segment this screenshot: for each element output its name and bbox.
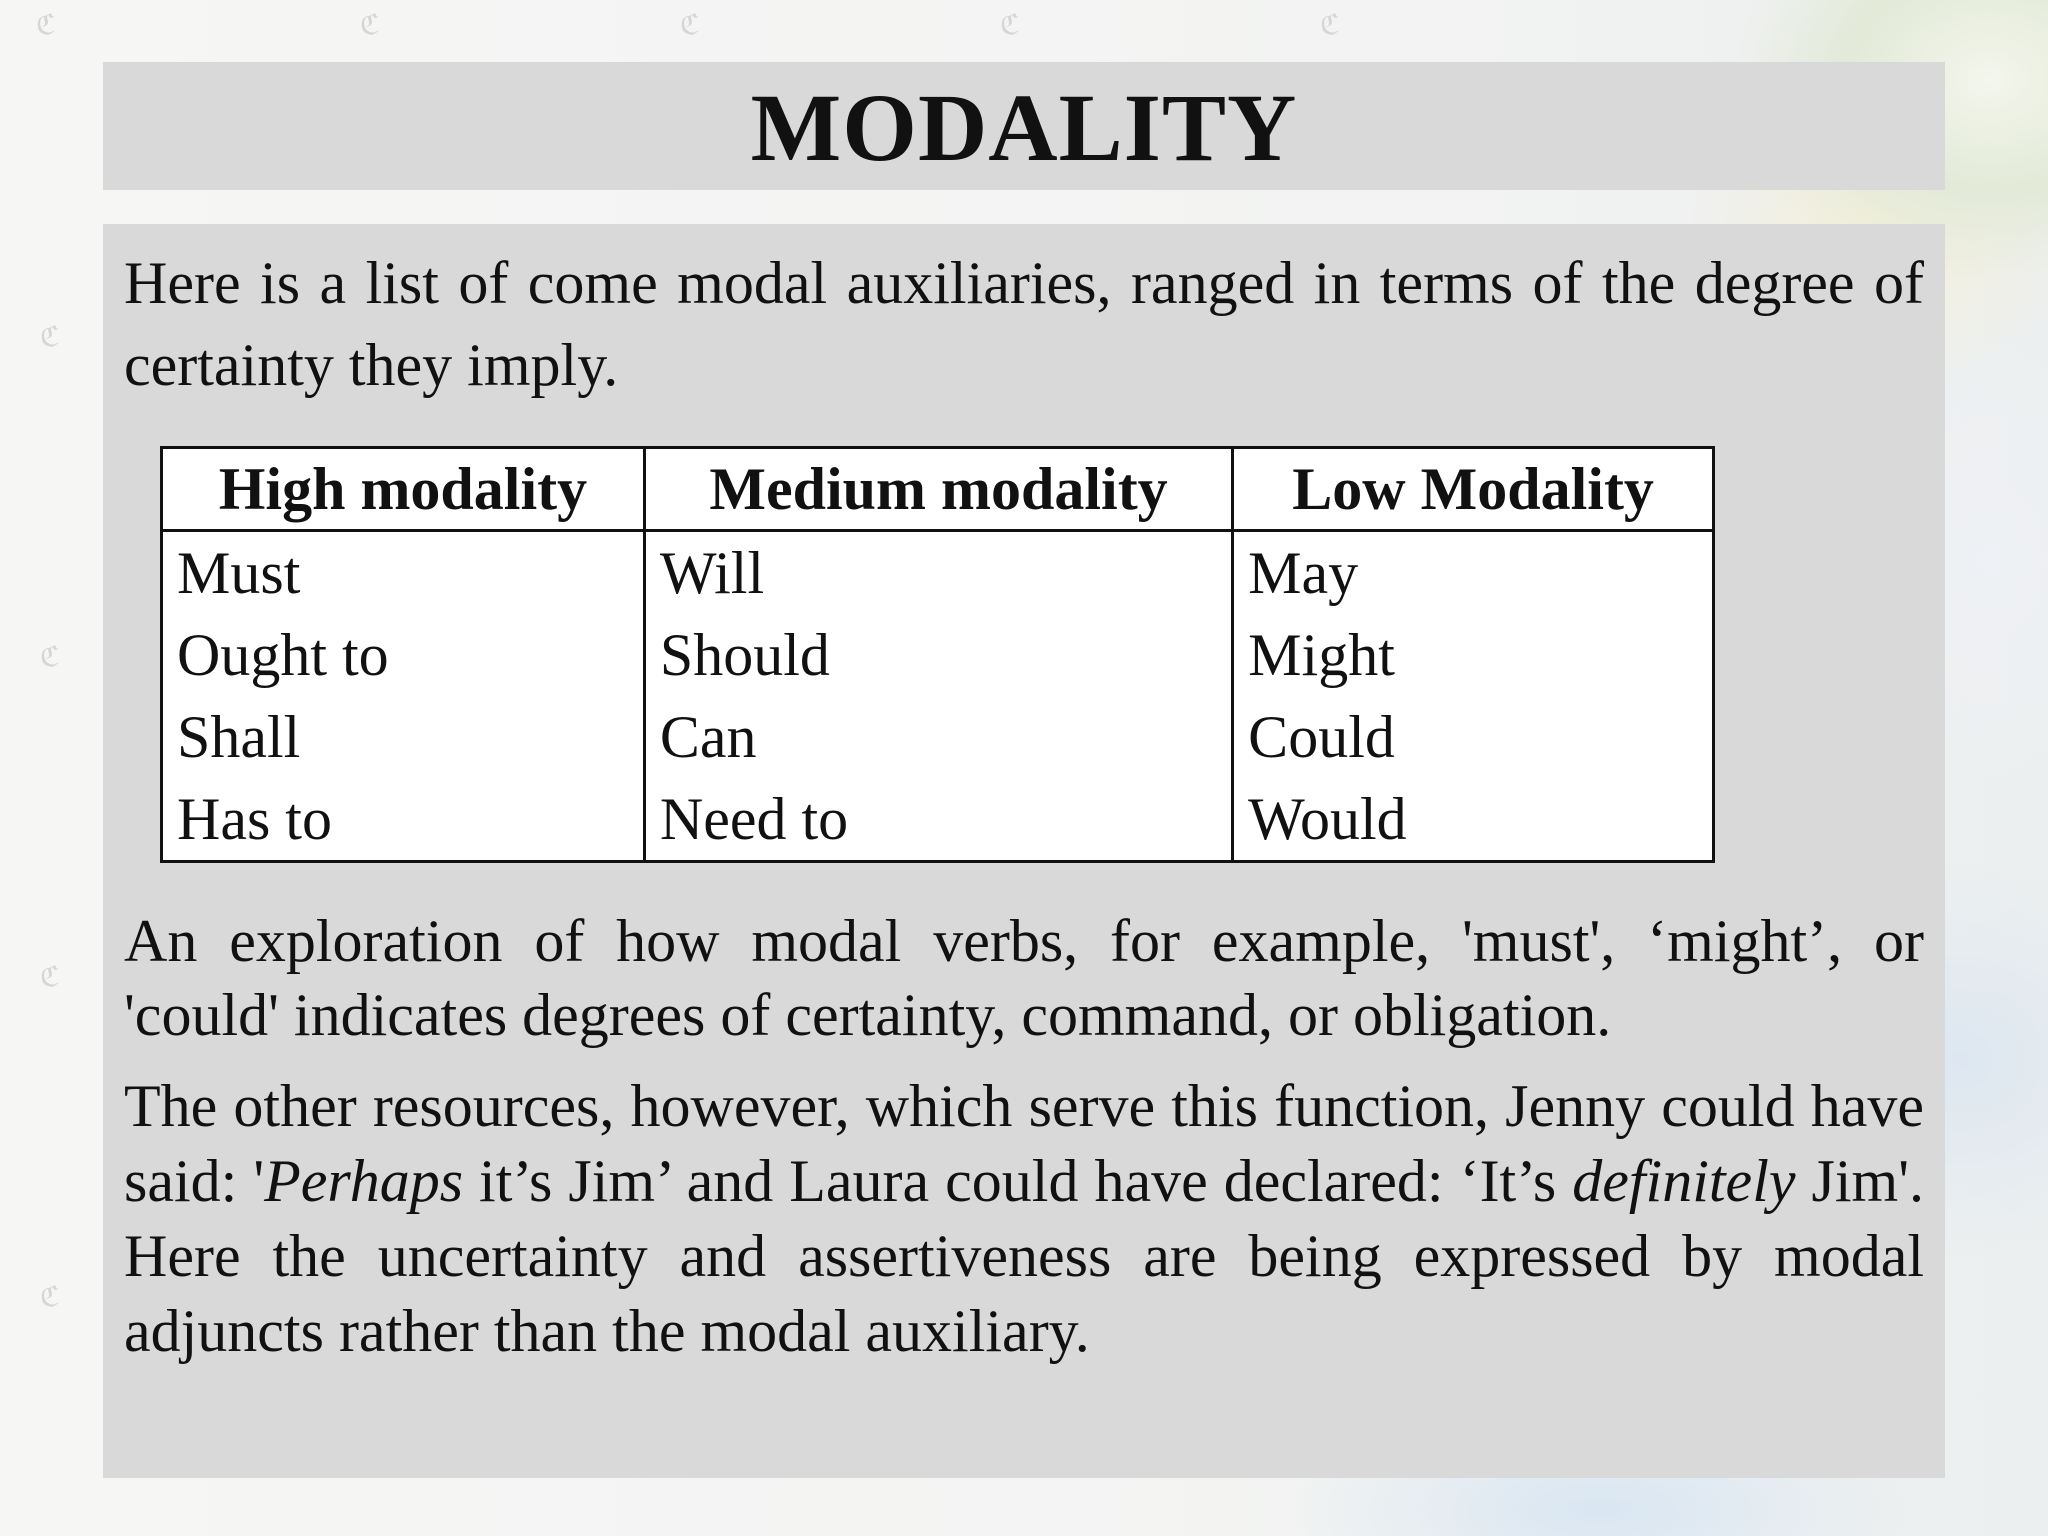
table-cell: Should: [644, 614, 1232, 696]
watermark-logo: ℭ: [1320, 8, 1340, 41]
table-cell: Will: [644, 531, 1232, 615]
table-cell: Might: [1233, 614, 1714, 696]
table-cell: May: [1233, 531, 1714, 615]
paragraph-text: Jim'. Here the uncertainty and assertiveness are being expressed by modal adjuncts rather than the modal auxiliary.: [124, 1148, 1925, 1364]
watermark-logo: ℭ: [680, 8, 700, 41]
table-header-row: [162, 448, 1714, 531]
watermark-logo: ℭ: [40, 960, 60, 993]
table-row: [162, 614, 1714, 696]
watermark-logo: ℭ: [40, 640, 60, 673]
example-paragraph: [124, 1069, 1924, 1369]
modality-table: [160, 446, 1715, 863]
table-cell: Shall: [162, 696, 645, 778]
header-low-modality: Low Modality: [1233, 448, 1714, 531]
italic-word-definitely: definitely: [1572, 1148, 1796, 1214]
watermark-logo: ℭ: [36, 8, 56, 41]
table-row: [162, 696, 1714, 778]
watermark-logo: ℭ: [1000, 8, 1020, 41]
table-cell: Would: [1233, 778, 1714, 862]
table-cell: Has to: [162, 778, 645, 862]
slide-title: MODALITY: [750, 74, 1298, 181]
intro-text: Here is a list of come modal auxiliaries, ranged in terms of the degree of certainty they imply.: [124, 250, 1924, 398]
table-cell: Ought to: [162, 614, 645, 696]
content-panel: [103, 224, 1945, 1478]
italic-word-perhaps: Perhaps: [264, 1148, 464, 1214]
table-cell: Need to: [644, 778, 1232, 862]
watermark-logo: ℭ: [360, 8, 380, 41]
paragraph-text: it’s Jim’ and Laura could have declared: ‘It’s: [463, 1148, 1573, 1214]
table-cell: Must: [162, 531, 645, 615]
title-bar: [103, 62, 1945, 190]
paragraph-text: The other resources, however, which serve this function, Jenny could have said: ': [124, 1073, 1924, 1214]
table-cell: Can: [644, 696, 1232, 778]
header-high-modality: High modality: [162, 448, 645, 531]
watermark-logo: ℭ: [40, 1280, 60, 1313]
watermark-logo: ℭ: [40, 320, 60, 353]
explanation-paragraph: An exploration of how modal verbs, for example, 'must', ‘might’, or 'could' indicates degrees of certainty, command, or obligation.: [124, 908, 1924, 1048]
table-row: [162, 531, 1714, 615]
header-medium-modality: Medium modality: [644, 448, 1232, 531]
table-row: [162, 778, 1714, 862]
table-cell: Could: [1233, 696, 1714, 778]
